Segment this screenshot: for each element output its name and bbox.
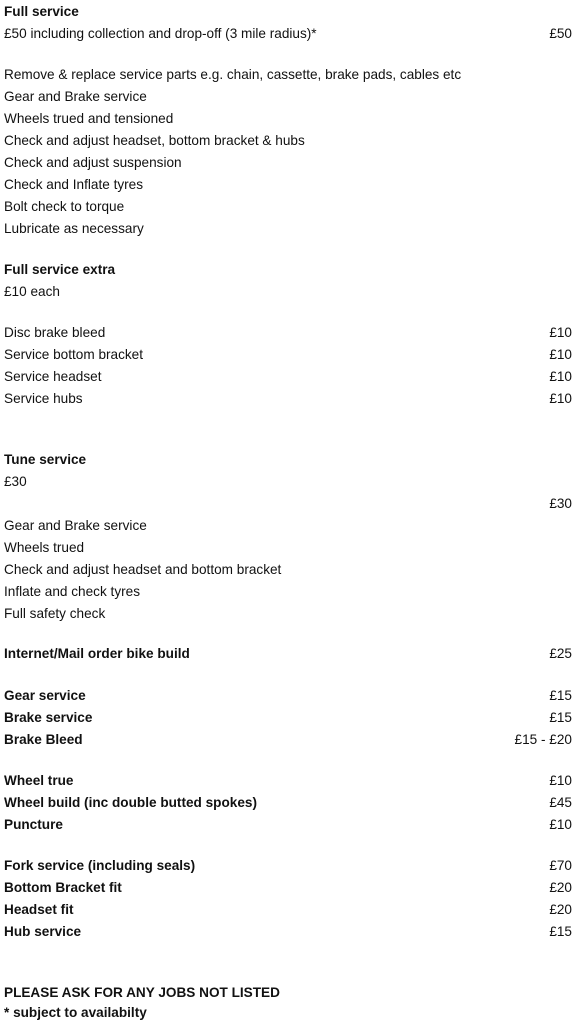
table-row <box>4 814 572 836</box>
item-price: £15 - £20 <box>514 732 572 747</box>
list-item-text: Gear and Brake service <box>4 89 147 104</box>
table-row <box>4 366 572 388</box>
item-price: £10 <box>549 369 572 384</box>
list-item-text: Check and adjust headset, bottom bracket & hubs <box>4 133 305 148</box>
table-row <box>4 729 572 751</box>
list-item <box>4 196 572 218</box>
list-item-text: Check and adjust suspension <box>4 155 182 170</box>
item-name: Fork service (including seals) <box>4 858 196 873</box>
list-item <box>4 559 572 581</box>
list-item <box>4 174 572 196</box>
table-row <box>4 388 572 410</box>
item-price: £15 <box>549 688 572 703</box>
item-price: £10 <box>549 817 572 832</box>
table-row <box>4 322 572 344</box>
list-item-text: Wheels trued <box>4 540 85 555</box>
item-name: Disc brake bleed <box>4 325 106 340</box>
item-name: Internet/Mail order bike build <box>4 646 190 661</box>
item-name: Brake Bleed <box>4 732 83 747</box>
full-service-extra-heading-row <box>4 259 572 281</box>
footer-note-row <box>4 1002 572 1024</box>
list-item <box>4 130 572 152</box>
list-item <box>4 152 572 174</box>
list-item <box>4 581 572 603</box>
tune-service-price: £30 <box>549 496 572 511</box>
table-row <box>4 877 572 899</box>
item-name: Headset fit <box>4 902 74 917</box>
list-item-text: Check and adjust headset and bottom bracket <box>4 562 282 577</box>
item-name: Brake service <box>4 710 93 725</box>
tune-service-title: Tune service <box>4 452 87 467</box>
tune-service-heading-row <box>4 449 572 471</box>
footer-ask-row <box>4 982 572 1004</box>
list-item <box>4 86 572 108</box>
table-row <box>4 685 572 707</box>
full-service-extra-line-row <box>4 281 572 303</box>
table-row <box>4 770 572 792</box>
full-service-extra-title: Full service extra <box>4 262 116 277</box>
list-item <box>4 108 572 130</box>
item-price: £70 <box>549 858 572 873</box>
list-item <box>4 64 572 86</box>
list-item-text: Wheels trued and tensioned <box>4 111 174 126</box>
table-row <box>4 344 572 366</box>
footer-ask: PLEASE ASK FOR ANY JOBS NOT LISTED <box>4 985 280 1000</box>
item-name: Gear service <box>4 688 86 703</box>
full-service-title: Full service <box>4 4 79 19</box>
list-item-text: Inflate and check tyres <box>4 584 141 599</box>
item-name: Puncture <box>4 817 63 832</box>
full-service-line: £50 including collection and drop-off (3 mile radius)* <box>4 26 317 41</box>
list-item <box>4 218 572 240</box>
list-item-text: Bolt check to torque <box>4 199 125 214</box>
item-price: £20 <box>549 902 572 917</box>
item-name: Hub service <box>4 924 82 939</box>
list-item <box>4 603 572 625</box>
item-price: £10 <box>549 325 572 340</box>
full-service-price: £50 <box>549 26 572 41</box>
item-name: Service bottom bracket <box>4 347 144 362</box>
item-price: £10 <box>549 347 572 362</box>
table-row <box>4 899 572 921</box>
table-row <box>4 707 572 729</box>
list-item <box>4 515 572 537</box>
list-item-text: Full safety check <box>4 606 106 621</box>
full-service-heading-row <box>4 1 572 23</box>
item-name: Service headset <box>4 369 102 384</box>
item-name: Wheel true <box>4 773 74 788</box>
item-name: Service hubs <box>4 391 83 406</box>
item-name: Wheel build (inc double butted spokes) <box>4 795 257 810</box>
item-price: £10 <box>549 391 572 406</box>
footer-note: * subject to availabilty <box>4 1005 147 1020</box>
list-item-text: Gear and Brake service <box>4 518 147 533</box>
list-item-text: Check and Inflate tyres <box>4 177 144 192</box>
item-price: £20 <box>549 880 572 895</box>
tune-service-price-row <box>4 493 572 515</box>
list-item-text: Lubricate as necessary <box>4 221 144 236</box>
table-row <box>4 855 572 877</box>
list-item <box>4 537 572 559</box>
item-name: Bottom Bracket fit <box>4 880 122 895</box>
tune-service-line: £30 <box>4 474 27 489</box>
table-row <box>4 643 572 665</box>
table-row <box>4 792 572 814</box>
table-row <box>4 921 572 943</box>
full-service-price-row <box>4 23 572 45</box>
tune-service-line-row <box>4 471 572 493</box>
item-price: £45 <box>549 795 572 810</box>
item-price: £10 <box>549 773 572 788</box>
item-price: £25 <box>549 646 572 661</box>
item-price: £15 <box>549 924 572 939</box>
item-price: £15 <box>549 710 572 725</box>
full-service-extra-line: £10 each <box>4 284 60 299</box>
list-item-text: Remove & replace service parts e.g. chain, cassette, brake pads, cables etc <box>4 67 462 82</box>
